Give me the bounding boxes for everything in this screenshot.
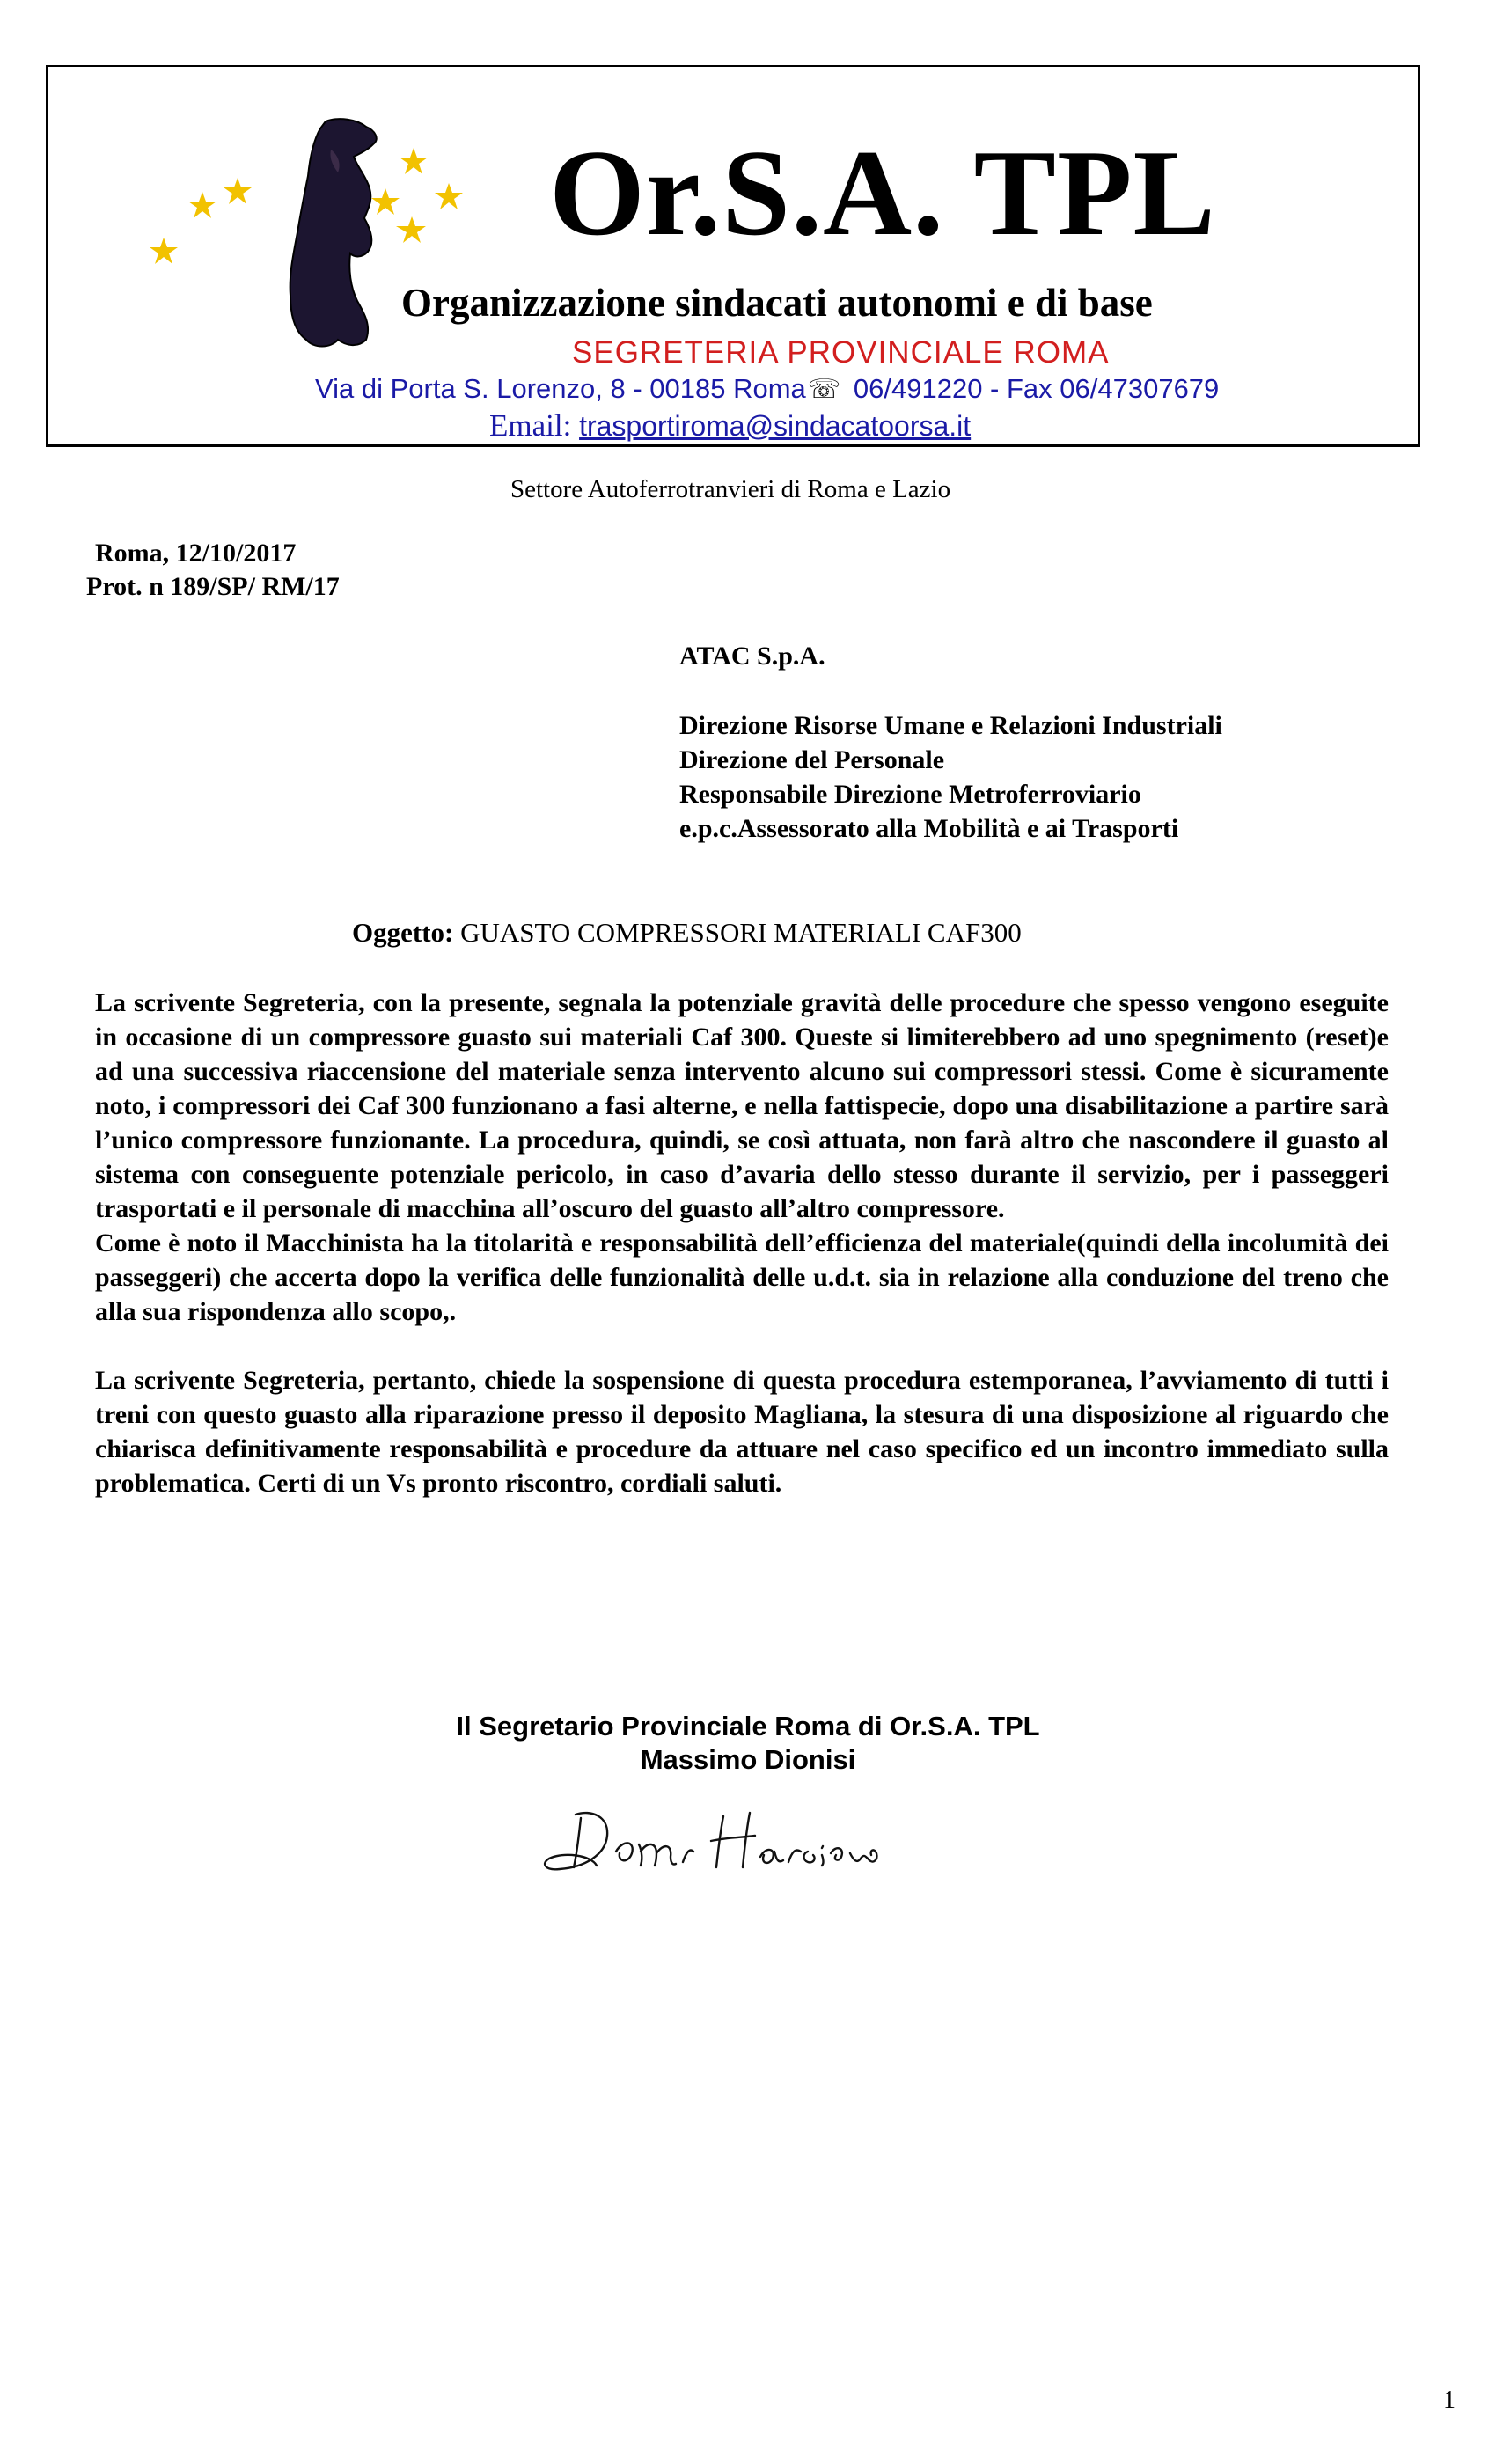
recipient-line: Responsabile Direzione Metroferroviario <box>679 780 1141 809</box>
protocol-number: Prot. n 189/SP/ RM/17 <box>86 572 340 601</box>
phone-fax-text: 06/491220 - Fax 06/47307679 <box>846 373 1220 404</box>
recipient-line: Direzione Risorse Umane e Relazioni Industriali <box>679 711 1222 740</box>
email-label: Email: <box>489 408 580 443</box>
handwritten-signature <box>539 1790 917 1896</box>
email-line <box>489 410 971 441</box>
address-text: Via di Porta S. Lorenzo, 8 - 00185 Roma <box>315 373 806 404</box>
letter-body <box>95 986 1389 1500</box>
org-full-name: Organizzazione sindacati autonomi e di base <box>401 281 1153 325</box>
recipient-company: ATAC S.p.A. <box>679 642 825 671</box>
subject-text: GUASTO COMPRESSORI MATERIALI CAF300 <box>453 917 1022 948</box>
recipient-cc-line: e.p.c.Assessorato alla Mobilità e ai Trasporti <box>679 814 1179 843</box>
body-paragraph: La scrivente Segreteria, pertanto, chiede la sospensione di questa procedura estemporanea, l’avviamento di tutti i treni con questo guasto alla riparazione presso il deposito Magliana, la stesura di una disposizione al riguardo che chiarisca definitivamente responsabilità e procedure da attuare nel caso specifico ed un incontro immediato sulla problematica. Certi di un Vs pronto riscontro, cordiali saluti. <box>95 1366 1389 1498</box>
body-paragraph: Come è noto il Macchinista ha la titolarità e responsabilità dell’efficienza del materiale(quindi della incolumità dei passeggeri) che accerta dopo la verifica delle funzionalità delle u.d.t. sia in relazione alla conduzione del treno che alla sua rispondenza allo scopo,. <box>95 1228 1389 1326</box>
email-link[interactable]: trasportiroma@sindacatoorsa.it <box>579 410 972 442</box>
body-paragraph: La scrivente Segreteria, con la presente, segnala la potenziale gravità delle procedure che spesso vengono eseguite in occasione di un compressore guasto sui materiali Caf 300. Queste si limiterebbero ad uno spegnimento (reset)e ad una successiva riaccensione del materiale senza intervento alcuno sui compressori stessi. Come è sicuramente noto, i compressori dei Caf 300 funzionano a fasi alterne, e nella fattispecie, dopo una disabilitazione a partire sarà l’unico compressore funzionante. La procedura, quindi, se così attuata, non farà altro che nascondere il guasto al sistema con conseguente potenziale pericolo, in caso d’avaria dello stesso durante il servizio, per i passeggeri trasportati e il personale di macchina all’oscuro del guasto all’altro compressore. <box>95 988 1389 1223</box>
signatory-name: Massimo Dionisi <box>640 1744 856 1775</box>
subject-line <box>352 919 1022 946</box>
segreteria-title: SEGRETERIA PROVINCIALE ROMA <box>572 335 1110 370</box>
page-number: 1 <box>1443 2387 1456 2414</box>
recipient-line: Direzione del Personale <box>679 745 945 774</box>
org-name: Or.S.A. TPL <box>549 125 1216 261</box>
address-line <box>315 375 1219 403</box>
subject-label: Oggetto: <box>352 917 454 948</box>
signatory-title: Il Segretario Provinciale Roma di Or.S.A. TPL <box>456 1711 1040 1742</box>
date-line: Roma, 12/10/2017 <box>95 539 297 568</box>
telephone-icon: ☏ <box>807 375 841 404</box>
settore-line: Settore Autoferrotranvieri di Roma e Lazio <box>510 475 951 503</box>
